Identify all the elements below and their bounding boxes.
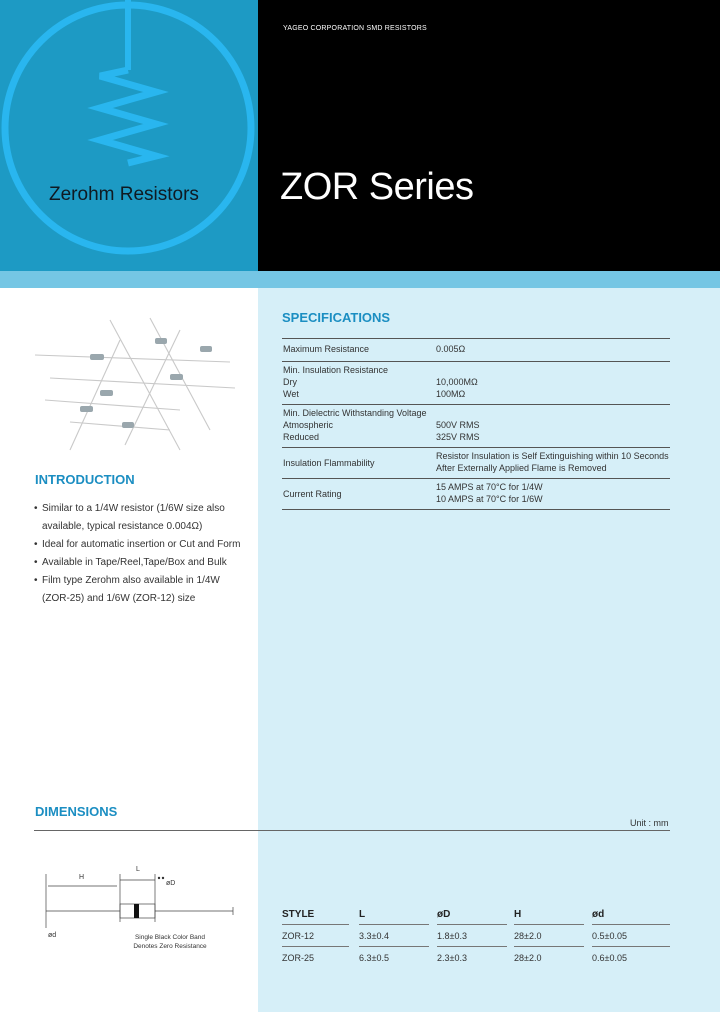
table-row xyxy=(282,928,670,950)
divider xyxy=(34,830,670,831)
table-row xyxy=(282,338,670,361)
specifications-heading: SPECIFICATIONS xyxy=(282,310,391,325)
spec-label: Min. Insulation Resistance xyxy=(283,365,389,375)
table-cell: ZOR-12 xyxy=(282,931,315,941)
spec-label: Min. Dielectric Withstanding Voltage xyxy=(283,408,427,418)
spec-value: 325V RMS xyxy=(436,432,480,442)
spec-value: 10,000MΩ xyxy=(436,377,478,387)
table-cell: 0.6±0.05 xyxy=(592,953,627,963)
list-item: • Similar to a 1/4W resistor (1/6W size also available, typical resistance 0.004Ω) xyxy=(34,500,244,536)
table-cell: 28±2.0 xyxy=(514,931,542,941)
product-photo xyxy=(30,310,240,460)
spec-value: Resistor Insulation is Self Extinguishing within 10 Seconds xyxy=(436,451,669,461)
table-row xyxy=(282,361,670,404)
specifications-table xyxy=(282,338,670,510)
spec-value: 15 AMPS at 70°C for 1/4W xyxy=(436,482,543,492)
spec-label: Wet xyxy=(283,389,299,399)
spec-value: 100MΩ xyxy=(436,389,466,399)
spec-label: Atmospheric xyxy=(283,420,334,430)
brand-name: Zerohm Resistors xyxy=(49,184,199,205)
column-rule xyxy=(359,924,429,925)
table-cell: ZOR-25 xyxy=(282,953,315,963)
dimensions-heading: DIMENSIONS xyxy=(35,804,118,819)
spec-value: 500V RMS xyxy=(436,420,480,430)
spec-label: Dry xyxy=(283,377,297,387)
list-item: • Film type Zerohm also available in 1/4W (ZOR-25) and 1/6W (ZOR-12) size xyxy=(34,572,244,608)
list-item: • Ideal for automatic insertion or Cut and Form xyxy=(34,536,244,554)
column-rule xyxy=(282,924,349,925)
list-item: • Available in Tape/Reel,Tape/Box and Bulk xyxy=(34,554,244,572)
diagram-note xyxy=(129,933,211,951)
diagram-note-line: Single Black Color Band xyxy=(134,934,206,941)
spec-label: Current Rating xyxy=(283,489,342,499)
spec-label: Insulation Flammability xyxy=(283,458,375,468)
column-header: L xyxy=(359,909,366,920)
dimensions-table xyxy=(282,906,670,972)
spec-value: 0.005Ω xyxy=(436,344,466,354)
introduction-list xyxy=(34,500,244,608)
column-rule xyxy=(359,946,429,947)
table-row xyxy=(282,478,670,510)
column-rule xyxy=(437,924,507,925)
column-rule xyxy=(437,946,507,947)
table-row xyxy=(282,950,670,972)
spec-value: After Externally Applied Flame is Removed xyxy=(436,463,607,473)
column-rule xyxy=(592,946,670,947)
column-rule xyxy=(514,924,584,925)
table-cell: 3.3±0.4 xyxy=(359,931,389,941)
table-cell: 0.5±0.05 xyxy=(592,931,627,941)
dim-label-lead: ød xyxy=(48,932,57,939)
table-cell: 28±2.0 xyxy=(514,953,542,963)
column-header: STYLE xyxy=(282,909,315,920)
series-title: ZOR Series xyxy=(280,166,474,208)
column-header: ød xyxy=(592,909,605,920)
resistor-dimension-diagram xyxy=(38,862,238,942)
table-cell: 2.3±0.3 xyxy=(437,953,467,963)
table-row xyxy=(282,447,670,478)
dim-label-l: L xyxy=(136,866,140,873)
column-rule xyxy=(282,946,349,947)
diagram-note-line: Denotes Zero Resistance xyxy=(133,943,207,950)
introduction-heading: INTRODUCTION xyxy=(35,472,135,487)
table-cell: 6.3±0.5 xyxy=(359,953,389,963)
column-header: H xyxy=(514,909,522,920)
resistor-zigzag-ring-icon xyxy=(0,0,258,271)
column-rule xyxy=(514,946,584,947)
company-line: YAGEO CORPORATION SMD RESISTORS xyxy=(283,25,427,32)
header-right-band xyxy=(258,0,720,271)
table-row xyxy=(282,404,670,447)
header-left-band xyxy=(0,0,258,271)
spec-value: 10 AMPS at 70°C for 1/6W xyxy=(436,494,543,504)
spec-label: Maximum Resistance xyxy=(283,344,370,354)
table-cell: 1.8±0.3 xyxy=(437,931,467,941)
dim-label-h: H xyxy=(79,874,85,881)
header-strip xyxy=(0,271,720,288)
unit-label: Unit : mm xyxy=(630,818,669,828)
column-rule xyxy=(592,924,670,925)
dim-label-od: øD xyxy=(166,880,176,887)
table-header-row xyxy=(282,906,670,928)
column-header: øD xyxy=(437,909,451,920)
spec-label: Reduced xyxy=(283,432,320,442)
